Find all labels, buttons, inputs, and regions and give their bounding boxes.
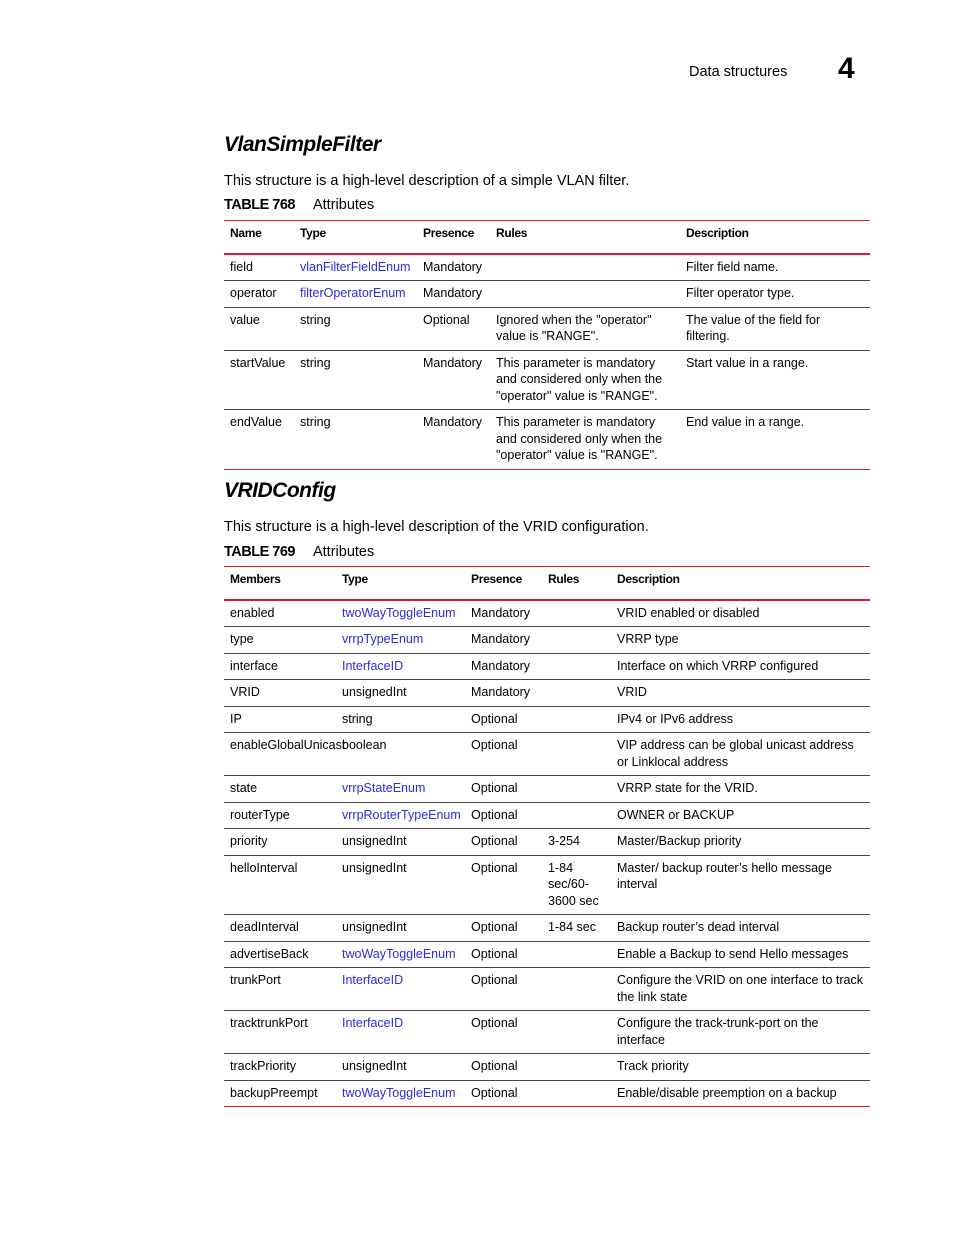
- cell-name: type: [224, 627, 336, 654]
- cell-presence: Optional: [465, 733, 542, 776]
- cell-description: VRRP type: [611, 627, 870, 654]
- cell-presence: Mandatory: [465, 627, 542, 654]
- table-row: [224, 915, 870, 942]
- table-caption: [224, 544, 374, 560]
- cell-name: enableGlobalUnicast: [224, 733, 336, 776]
- cell-rules: [542, 600, 611, 627]
- cell-name: field: [224, 254, 294, 281]
- cell-presence: Optional: [465, 776, 542, 803]
- cell-description: Enable a Backup to send Hello messages: [611, 941, 870, 968]
- cell-description: VIP address can be global unicast address or Linklocal address: [611, 733, 870, 776]
- cell-presence: Mandatory: [417, 410, 490, 470]
- cell-presence: Mandatory: [417, 350, 490, 410]
- cell-rules: [542, 1011, 611, 1054]
- cell-name: priority: [224, 829, 336, 856]
- cell-rules: [542, 802, 611, 829]
- cell-description: VRID: [611, 680, 870, 707]
- cell-description: Track priority: [611, 1054, 870, 1081]
- cell-rules: This parameter is mandatory and considered only when the "operator" value is "RANGE".: [490, 350, 680, 410]
- cell-name: advertiseBack: [224, 941, 336, 968]
- table-row: [224, 281, 870, 308]
- cell-rules: [490, 281, 680, 308]
- attributes-table-769: [224, 566, 870, 1107]
- cell-presence: Optional: [465, 829, 542, 856]
- cell-description: IPv4 or IPv6 address: [611, 706, 870, 733]
- cell-presence: Mandatory: [417, 281, 490, 308]
- cell-presence: Mandatory: [417, 254, 490, 281]
- cell-type: string: [294, 410, 417, 470]
- type-link[interactable]: twoWayToggleEnum: [336, 600, 465, 627]
- cell-name: interface: [224, 653, 336, 680]
- section-title-vridconfig: VRIDConfig: [224, 479, 336, 502]
- cell-description: VRID enabled or disabled: [611, 600, 870, 627]
- cell-rules: [542, 776, 611, 803]
- cell-presence: Optional: [465, 968, 542, 1011]
- cell-name: routerType: [224, 802, 336, 829]
- table-row: [224, 1054, 870, 1081]
- table-row: [224, 1011, 870, 1054]
- cell-name: state: [224, 776, 336, 803]
- cell-type: string: [294, 307, 417, 350]
- table-row: [224, 254, 870, 281]
- cell-rules: [542, 706, 611, 733]
- cell-presence: Mandatory: [465, 600, 542, 627]
- column-header-name: Name: [224, 221, 294, 254]
- type-link[interactable]: vrrpTypeEnum: [336, 627, 465, 654]
- cell-rules: [490, 254, 680, 281]
- column-header-members: Members: [224, 567, 336, 600]
- column-header-description: Description: [611, 567, 870, 600]
- cell-name: trunkPort: [224, 968, 336, 1011]
- section-intro: This structure is a high-level description of a simple VLAN filter.: [224, 173, 630, 189]
- cell-presence: Optional: [417, 307, 490, 350]
- cell-presence: Optional: [465, 1054, 542, 1081]
- column-header-rules: Rules: [542, 567, 611, 600]
- cell-rules: [542, 1054, 611, 1081]
- type-link[interactable]: vrrpRouterTypeEnum: [336, 802, 465, 829]
- table-caption-text: Attributes: [312, 197, 375, 213]
- cell-rules: [542, 627, 611, 654]
- cell-name: trackPriority: [224, 1054, 336, 1081]
- cell-name: value: [224, 307, 294, 350]
- type-link[interactable]: twoWayToggleEnum: [336, 941, 465, 968]
- table-row: [224, 653, 870, 680]
- cell-rules: This parameter is mandatory and considered only when the "operator" value is "RANGE".: [490, 410, 680, 470]
- table-row: [224, 680, 870, 707]
- table-row: [224, 941, 870, 968]
- table-row: [224, 776, 870, 803]
- cell-description: Configure the track-trunk-port on the interface: [611, 1011, 870, 1054]
- cell-rules: [542, 1080, 611, 1107]
- cell-name: backupPreempt: [224, 1080, 336, 1107]
- header-chapter-number: 4: [838, 52, 855, 85]
- table-row: [224, 350, 870, 410]
- cell-name: enabled: [224, 600, 336, 627]
- column-header-type: Type: [336, 567, 465, 600]
- type-link[interactable]: filterOperatorEnum: [294, 281, 417, 308]
- cell-description: Filter operator type.: [680, 281, 870, 308]
- header-section-title: Data structures: [689, 64, 788, 80]
- cell-description: OWNER or BACKUP: [611, 802, 870, 829]
- table-row: [224, 802, 870, 829]
- type-link[interactable]: InterfaceID: [336, 968, 465, 1011]
- section-title-vlansimplefilter: VlanSimpleFilter: [224, 133, 381, 156]
- cell-name: operator: [224, 281, 294, 308]
- table-row: [224, 706, 870, 733]
- table-row: [224, 307, 870, 350]
- table-header-row: [224, 221, 870, 254]
- cell-rules: Ignored when the "operator" value is "RANGE".: [490, 307, 680, 350]
- column-header-presence: Presence: [465, 567, 542, 600]
- cell-presence: Optional: [465, 802, 542, 829]
- cell-name: helloInterval: [224, 855, 336, 915]
- column-header-description: Description: [680, 221, 870, 254]
- cell-type: unsignedInt: [336, 915, 465, 942]
- table-row: [224, 410, 870, 470]
- table-number: TABLE 769: [224, 544, 295, 560]
- cell-presence: Optional: [465, 915, 542, 942]
- cell-description: Enable/disable preemption on a backup: [611, 1080, 870, 1107]
- cell-description: Backup router’s dead interval: [611, 915, 870, 942]
- cell-rules: 3-254: [542, 829, 611, 856]
- type-link[interactable]: vlanFilterFieldEnum: [294, 254, 417, 281]
- cell-type: boolean: [336, 733, 465, 776]
- cell-name: startValue: [224, 350, 294, 410]
- cell-type: unsignedInt: [336, 680, 465, 707]
- table-row: [224, 1080, 870, 1107]
- cell-rules: [542, 968, 611, 1011]
- cell-presence: Mandatory: [465, 680, 542, 707]
- cell-rules: [542, 733, 611, 776]
- cell-rules: 1-84 sec/60-3600 sec: [542, 855, 611, 915]
- cell-presence: Optional: [465, 1011, 542, 1054]
- cell-description: VRRP state for the VRID.: [611, 776, 870, 803]
- cell-name: IP: [224, 706, 336, 733]
- column-header-rules: Rules: [490, 221, 680, 254]
- table-row: [224, 829, 870, 856]
- cell-name: VRID: [224, 680, 336, 707]
- type-link[interactable]: InterfaceID: [336, 653, 465, 680]
- type-link[interactable]: twoWayToggleEnum: [336, 1080, 465, 1107]
- cell-description: Configure the VRID on one interface to track the link state: [611, 968, 870, 1011]
- cell-presence: Optional: [465, 855, 542, 915]
- cell-presence: Optional: [465, 1080, 542, 1107]
- cell-type: unsignedInt: [336, 855, 465, 915]
- cell-type: string: [336, 706, 465, 733]
- table-row: [224, 600, 870, 627]
- table-row: [224, 627, 870, 654]
- cell-type: string: [294, 350, 417, 410]
- cell-type: unsignedInt: [336, 829, 465, 856]
- table-number: TABLE 768: [224, 197, 295, 213]
- table-row: [224, 733, 870, 776]
- column-header-type: Type: [294, 221, 417, 254]
- cell-name: deadInterval: [224, 915, 336, 942]
- cell-rules: 1-84 sec: [542, 915, 611, 942]
- cell-description: Start value in a range.: [680, 350, 870, 410]
- attributes-table-768: [224, 220, 870, 470]
- cell-name: tracktrunkPort: [224, 1011, 336, 1054]
- cell-description: Filter field name.: [680, 254, 870, 281]
- table-row: [224, 968, 870, 1011]
- cell-rules: [542, 941, 611, 968]
- cell-rules: [542, 653, 611, 680]
- section-intro: This structure is a high-level description of the VRID configuration.: [224, 519, 649, 535]
- cell-description: Master/Backup priority: [611, 829, 870, 856]
- column-header-presence: Presence: [417, 221, 490, 254]
- cell-presence: Optional: [465, 706, 542, 733]
- cell-description: Interface on which VRRP configured: [611, 653, 870, 680]
- cell-description: The value of the field for filtering.: [680, 307, 870, 350]
- table-header-row: [224, 567, 870, 600]
- cell-type: unsignedInt: [336, 1054, 465, 1081]
- cell-presence: Mandatory: [465, 653, 542, 680]
- type-link[interactable]: vrrpStateEnum: [336, 776, 465, 803]
- table-row: [224, 855, 870, 915]
- cell-rules: [542, 680, 611, 707]
- cell-description: Master/ backup router’s hello message interval: [611, 855, 870, 915]
- type-link[interactable]: InterfaceID: [336, 1011, 465, 1054]
- cell-description: End value in a range.: [680, 410, 870, 470]
- table-caption: [224, 197, 374, 213]
- cell-presence: Optional: [465, 941, 542, 968]
- cell-name: endValue: [224, 410, 294, 470]
- table-caption-text: Attributes: [312, 544, 375, 560]
